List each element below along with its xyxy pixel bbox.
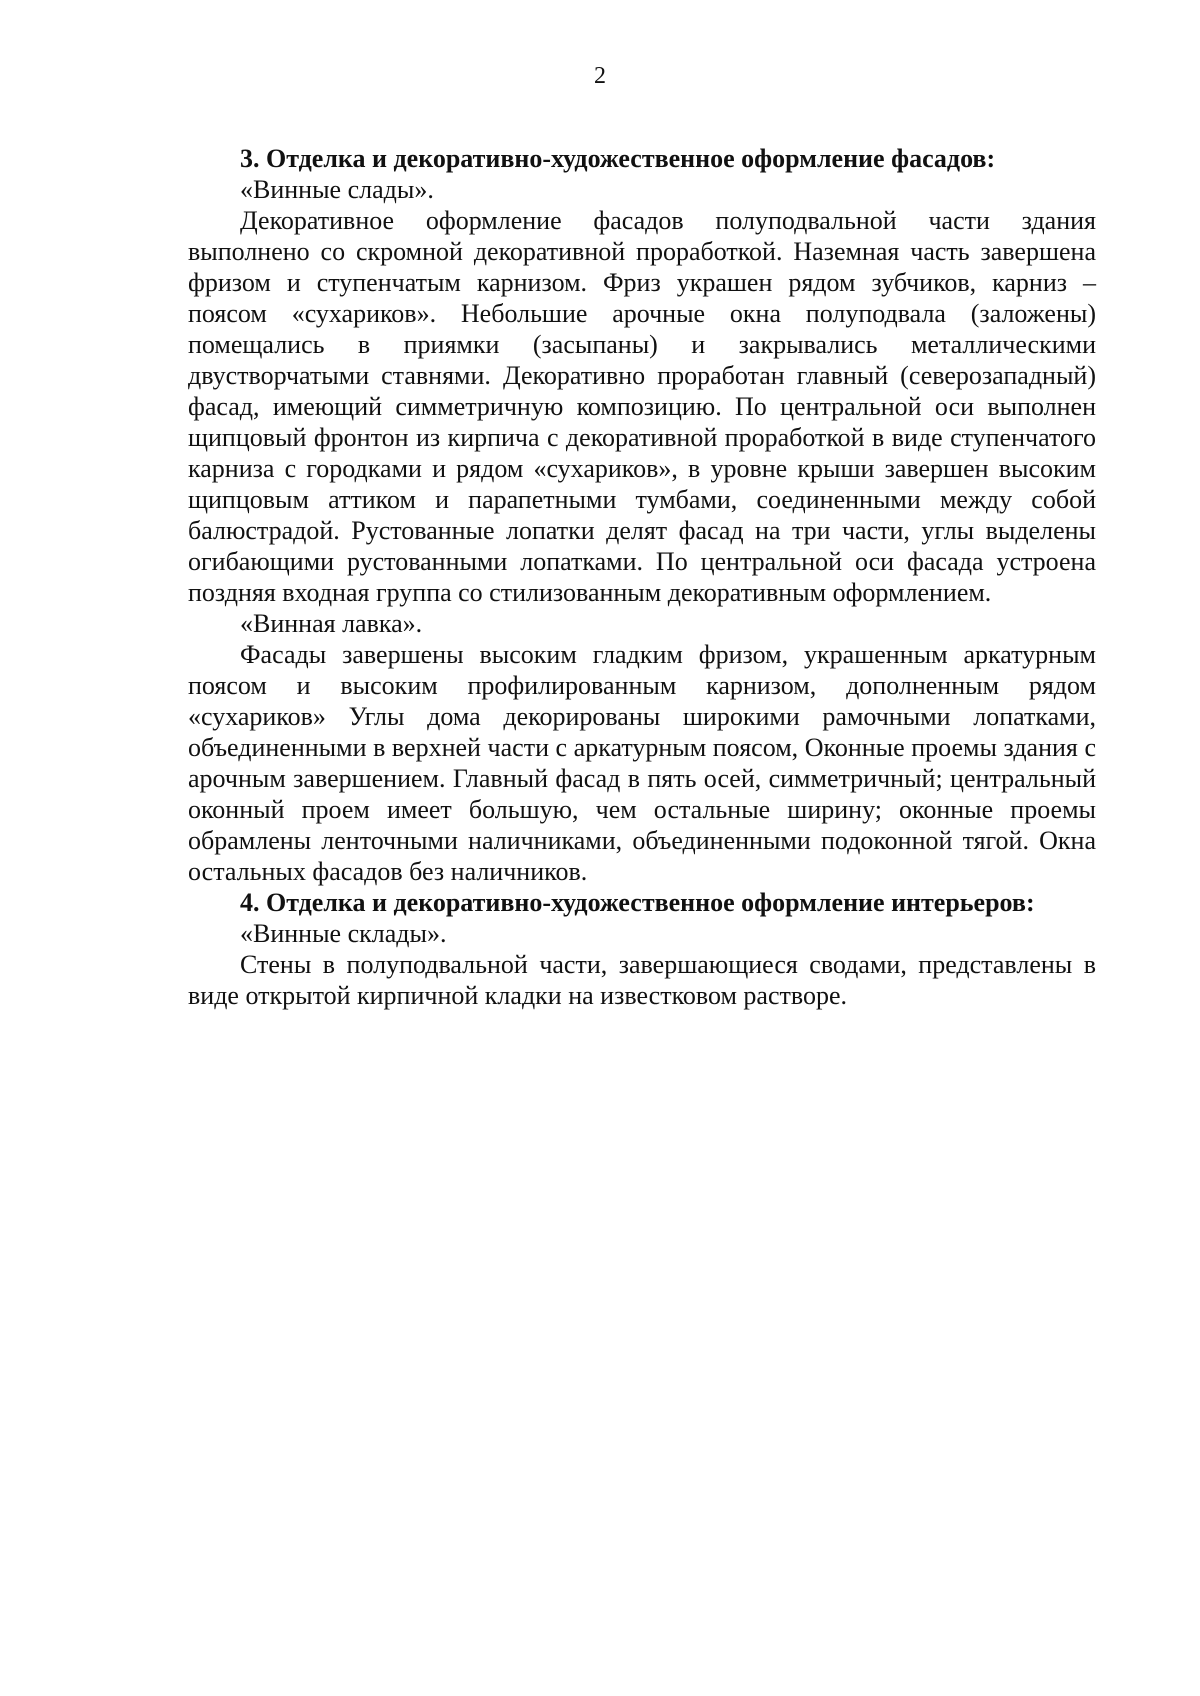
paragraph-wine-warehouses-facades: Декоративное оформление фасадов полуподвальной части здания выполнено со скромной декоративной проработкой. Наземная часть завершена фризом и ступенчатым карнизом. Фриз украшен рядом зубчиков, карниз – поясом «сухариков». Небольшие арочные окна полуподвала (заложены) помещались в приямки (засыпаны) и закрывались металлическими двустворчатыми ставнями. Декоративно проработан главный (северозападный) фасад, имеющий симметричную композицию. По центральной оси выполнен щипцовый фронтон из кирпича с декоративной проработкой в виде ступенчатого карниза с городками и рядом «сухариков», в уровне крыши завершен высоким щипцовым аттиком и парапетными тумбами, соединенными между собой балюстрадой. Рустованные лопатки делят фасад на три части, углы выделены огибающими рустованными лопатками. По центральной оси фасада устроена поздняя входная группа со стилизованным декоративным оформлением.	[188, 206, 1096, 607]
subsection-title-wine-shop: «Винная лавка».	[240, 609, 423, 638]
document-body	[188, 143, 1096, 1011]
subsection-title-wine-warehouses-interiors: «Винные склады».	[240, 919, 447, 948]
page-number: 2	[594, 63, 606, 89]
section-heading-interiors: 4. Отделка и декоративно-художественное оформление интерьеров:	[240, 888, 1035, 917]
paragraph-wine-shop-facades: Фасады завершены высоким гладким фризом, украшенным аркатурным поясом и высоким профилированным карнизом, дополненным рядом «сухариков» Углы дома декорированы широкими рамочными лопатками, объединенными в верхней части с аркатурным поясом, Оконные проемы здания с арочным завершением. Главный фасад в пять осей, симметричный; центральный оконный проем имеет большую, чем остальные ширину; оконные проемы обрамлены ленточными наличниками, объединенными подоконной тягой. Окна остальных фасадов без наличников.	[188, 640, 1096, 886]
subsection-title-wine-warehouses: «Винные слады».	[240, 175, 434, 204]
paragraph-wine-warehouses-interiors: Стены в полуподвальной части, завершающиеся сводами, представлены в виде открытой кирпичной кладки на известковом растворе.	[188, 950, 1096, 1010]
section-heading-facades: 3. Отделка и декоративно-художественное оформление фасадов:	[240, 144, 996, 173]
